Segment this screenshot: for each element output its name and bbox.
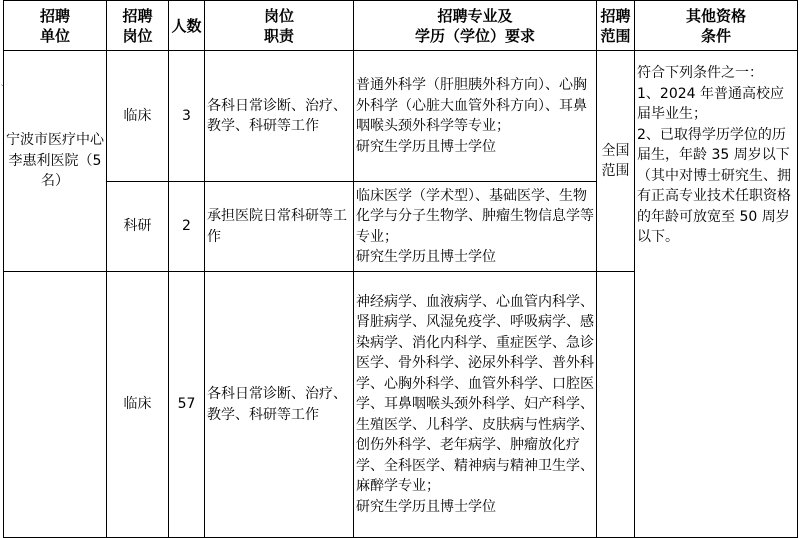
header-row bbox=[4, 1, 798, 51]
unit-cell bbox=[4, 272, 107, 538]
post-cell: 科研 bbox=[107, 182, 169, 272]
major-cell: 普通外科学（肝胆胰外科方向）、心胸外科学（心脏大血管外科方向）、耳鼻咽喉头颈外科学等专业； 研究生学历且博士学位 bbox=[354, 51, 597, 182]
post-cell: 临床 bbox=[107, 272, 169, 538]
major-cell: 临床医学（学术型）、基础医学、生物化学与分子生物学、肿瘤生物信息学等专业； 研究生学历且博士学位 bbox=[354, 182, 597, 272]
header-scope: 招聘 范围 bbox=[597, 1, 635, 51]
major-cell: 神经病学、血液病学、心血管内科学、肾脏病学、风湿免疫学、呼吸病学、感染病学、消化内科学、重症医学、急诊医学、骨外科学、泌尿外科学、普外科学、心胸外科学、血管外科学、口腔医学、耳鼻咽喉头颈外科学、妇产科学、生殖医学、儿科学、皮肤病与性病学、创伤外科学、老年病学、肿瘤放化疗学、全科医学、精神病与精神卫生学、麻醉学专业； 研究生学历且博士学位 bbox=[354, 272, 597, 538]
scope-cell: 全国范围 bbox=[597, 51, 635, 272]
header-post: 招聘 岗位 bbox=[107, 1, 169, 51]
duty-cell: 各科日常诊断、治疗、教学、科研等工作 bbox=[205, 272, 354, 538]
header-duty: 岗位 职责 bbox=[205, 1, 354, 51]
count-cell: 3 bbox=[169, 51, 205, 182]
post-cell: 临床 bbox=[107, 51, 169, 182]
table-row bbox=[4, 51, 798, 182]
other-conditions-cell: 符合下列条件之一： 1、2024 年普通高校应届毕业生； 2、已取得学历学位的历届生，年龄 35 周岁以下（其中对博士研究生、拥有正高专业技术任职资格的年龄可放宽至 50 周岁以下。 bbox=[635, 51, 798, 538]
unit-cell: 宁波市医疗中心李惠利医院（5名） bbox=[4, 51, 107, 272]
header-count: 人数 bbox=[169, 1, 205, 51]
margin-mark: ˇ bbox=[0, 84, 5, 95]
header-unit: 招聘 单位 bbox=[4, 1, 107, 51]
duty-cell: 承担医院日常科研等工作 bbox=[205, 182, 354, 272]
duty-cell: 各科日常诊断、治疗、教学、科研等工作 bbox=[205, 51, 354, 182]
recruitment-table bbox=[3, 0, 798, 538]
header-major: 招聘专业及 学历（学位）要求 bbox=[354, 1, 597, 51]
header-other: 其他资格 条件 bbox=[635, 1, 798, 51]
scope-cell bbox=[597, 272, 635, 538]
count-cell: 2 bbox=[169, 182, 205, 272]
count-cell: 57 bbox=[169, 272, 205, 538]
